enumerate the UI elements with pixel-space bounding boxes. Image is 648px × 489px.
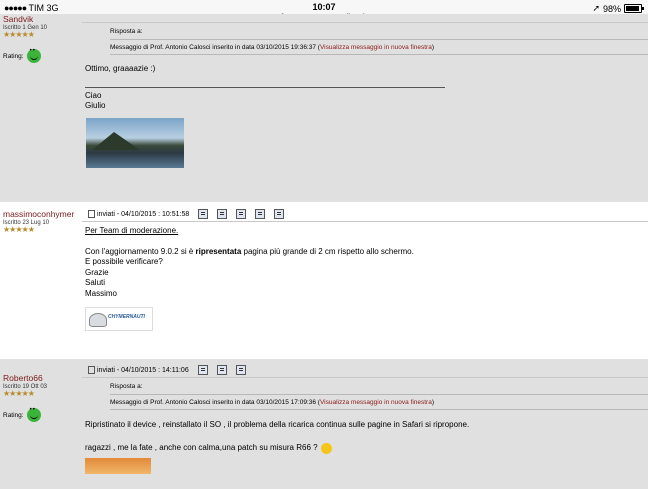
quote-label: Risposta a: (110, 378, 648, 395)
signal-dots-icon: ●●●●● (4, 3, 27, 13)
edit-icon[interactable] (236, 209, 246, 219)
registration-date: Iscritto 1 Gen 10 (3, 25, 48, 31)
author-name[interactable]: Roberto66 (3, 373, 43, 383)
forum-thread (0, 14, 648, 486)
quote-info: Messaggio di Prof. Antonio Calosci inserito in data 03/10/2015 17:09:36 (Visualizza messaggio in nuova finestra) (110, 395, 648, 410)
battery-area (592, 3, 642, 14)
post-text: Ottimo, graaaazie :) (85, 64, 156, 73)
post-date: inviati - 04/10/2015 : 14:11:06 (97, 366, 189, 374)
author-panel (0, 359, 82, 489)
profile-icon[interactable] (198, 365, 208, 375)
post-toolbar (82, 207, 648, 222)
quote-icon[interactable] (217, 209, 227, 219)
post-text-line: Grazie (85, 267, 109, 277)
signature-divider (85, 87, 445, 88)
forum-post (0, 202, 648, 359)
author-panel (0, 202, 82, 359)
mention-link[interactable]: Per Team di moderazione. (85, 226, 179, 235)
forum-post (0, 359, 648, 489)
forum-post (0, 14, 648, 202)
rank-stars: ★★★★★ (3, 30, 34, 39)
author-panel (0, 14, 82, 202)
post-text-line: E possibile verificare? (85, 257, 163, 266)
rank-stars: ★★★★★ (3, 389, 34, 398)
rating-label: Rating: (3, 411, 24, 419)
report-icon[interactable] (274, 209, 284, 219)
signature-photo (85, 458, 151, 474)
post-toolbar (82, 363, 648, 378)
open-message-link[interactable]: Visualizza messaggio in nuova finestra (319, 399, 432, 406)
smiley-rating-icon (27, 49, 41, 63)
post-body (82, 14, 648, 202)
document-icon (88, 366, 95, 374)
quote-box (110, 378, 648, 410)
signature-logo: CHYMERNAUTI (85, 307, 153, 331)
rating (3, 408, 82, 422)
registration-date: Iscritto 23 Lug 10 (3, 220, 50, 226)
post-body (82, 359, 648, 489)
network-type: 3G (46, 3, 59, 13)
rank-stars: ★★★★★ (3, 225, 34, 234)
signature-line: Ciao (85, 90, 102, 100)
author-name[interactable]: massimoconhymer (3, 209, 75, 219)
carrier-name: TIM (28, 3, 45, 13)
post-text-line: Massimo (85, 288, 118, 298)
quote-box (110, 23, 648, 55)
battery-icon (624, 4, 642, 13)
open-message-link[interactable]: Visualizza messaggio in nuova finestra (319, 44, 432, 51)
clock: 10:07 (312, 2, 336, 12)
smiley-rating-icon (27, 408, 41, 422)
post-body (82, 202, 648, 359)
document-icon (88, 210, 95, 218)
profile-icon[interactable] (198, 209, 208, 219)
edit-icon[interactable] (236, 365, 246, 375)
rating (3, 49, 82, 63)
registration-date: Iscritto 19 Ott 03 (3, 384, 48, 390)
post-text-line: Saluti (85, 278, 106, 287)
quote-label: Risposta a: (110, 23, 648, 40)
battery-percent: 98% (602, 3, 621, 14)
location-arrow-icon: ➚ (592, 3, 600, 13)
smile-emoji-icon (321, 443, 332, 454)
polar-bear-icon (89, 313, 107, 327)
quote-info: Messaggio di Prof. Antonio Calosci inserito in data 03/10/2015 19:36:37 (Visualizza messaggio in nuova finestra) (110, 40, 648, 55)
signature-photo (86, 118, 184, 168)
post-date: inviati - 04/10/2015 : 10:51:58 (97, 210, 190, 218)
quote-icon[interactable] (217, 365, 227, 375)
reply-icon[interactable] (255, 209, 265, 219)
post-text: ragazzi , me la fate , anche con calma,una patch su misura R66 ? (82, 443, 648, 454)
rating-label: Rating: (3, 52, 24, 60)
author-name[interactable]: Sandvik (3, 14, 34, 24)
post-text: Ripristinato il device , reinstallato il SO , il problema della ricarica continua sulle pagine in Safari si ripropone. (85, 420, 470, 429)
post-text: Con l'aggiornamento 9.0.2 si è ripresentata pagina più grande di 2 cm rispetto allo schermo. (85, 246, 414, 256)
signature-line: Giulio (85, 101, 106, 110)
